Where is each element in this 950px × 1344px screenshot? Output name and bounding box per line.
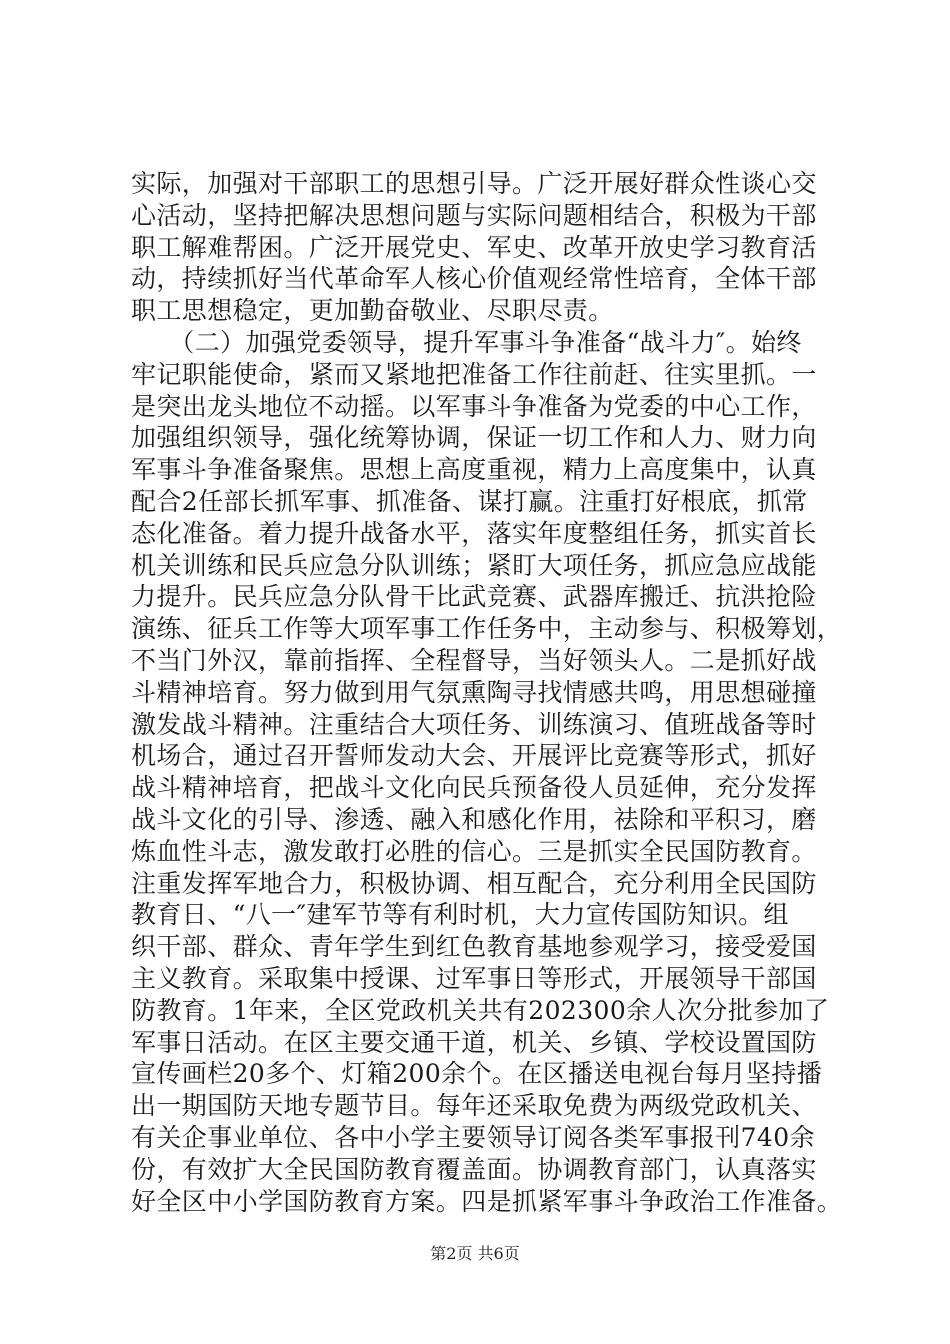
text-line: 职工思想稳定，更加勤奋敬业、尽职尽责。	[131, 296, 614, 326]
text-line: 宣传画栏20多个、灯箱200余个。在区播送电视台每月坚持播	[131, 1059, 823, 1089]
text-line: 不当门外汉，靠前指挥、全程督导，当好领头人。二是抓好战	[131, 645, 817, 675]
text-line: 份，有效扩大全民国防教育覆盖面。协调教育部门，认真落实	[131, 1154, 817, 1184]
text-line: 激发战斗精神。注重结合大项任务、训练演习、值班战备等时	[131, 709, 817, 739]
text-line: 教育日、“八一″建军节等有利时机，大力宣传国防知识。组	[131, 900, 789, 930]
text-line: 战斗精神培育，把战斗文化向民兵预备役人员延伸，充分发挥	[131, 773, 817, 803]
text-line: 机关训练和民兵应急分队训练；紧盯大项任务，抓应急应战能	[131, 550, 817, 580]
text-line: 好全区中小学国防教育方案。四是抓紧军事斗争政治工作准备。	[131, 1186, 843, 1216]
text-line: 心活动，坚持把解决思想问题与实际问题相结合，积极为干部	[131, 200, 817, 230]
text-line: 机场合，通过召开誓师发动大会、开展评比竞赛等形式，抓好	[131, 741, 817, 771]
text-line: 注重发挥军地合力，积极协调、相互配合，充分利用全民国防	[131, 868, 817, 898]
text-line: （二）加强党委领导，提升军事斗争准备“战斗力″。始终	[131, 327, 802, 357]
page-number-footer: 第2页 共6页	[430, 1244, 520, 1263]
text-line: 态化准备。着力提升战备水平，落实年度整组任务，抓实首长	[131, 518, 817, 548]
text-line: 力提升。民兵应急分队骨干比武竞赛、武器库搬迁、抗洪抢险	[131, 582, 817, 612]
text-line: 织干部、群众、青年学生到红色教育基地参观学习，接受爱国	[131, 932, 817, 962]
text-line: 加强组织领导，强化统筹协调，保证一切工作和人力、财力向	[131, 423, 817, 453]
text-line: 军事斗争准备聚焦。思想上高度重视，精力上高度集中，认真	[131, 455, 817, 485]
text-line: 动，持续抓好当代革命军人核心价值观经常性培育，全体干部	[131, 264, 817, 294]
text-line: 炼血性斗志，激发敢打必胜的信心。三是抓实全民国防教育。	[131, 836, 817, 866]
text-line: 主义教育。采取集中授课、过军事日等形式，开展领导干部国	[131, 963, 817, 993]
text-line: 实际，加强对干部职工的思想引导。广泛开展好群众性谈心交	[131, 169, 817, 198]
text-line: 战斗文化的引导、渗透、融入和感化作用，祛除和平积习，磨	[131, 804, 817, 834]
text-line: 职工解难帮困。广泛开展党史、军史、改革开放史学习教育活	[131, 232, 817, 262]
document-body	[131, 168, 843, 1217]
text-line: 是突出龙头地位不动摇。以军事斗争准备为党委的中心工作，	[131, 391, 817, 421]
text-line: 斗精神培育。努力做到用气氛熏陶寻找情感共鸣，用思想碰撞	[131, 677, 817, 707]
text-line: 出一期国防天地专题节目。每年还采取免费为两级党政机关、	[131, 1091, 817, 1121]
text-line: 演练、征兵工作等大项军事工作任务中，主动参与、积极筹划，	[131, 614, 843, 644]
text-line: 配合2任部长抓军事、抓准备、谋打赢。注重打好根底，抓常	[131, 486, 808, 516]
text-line: 牢记职能使命，紧而又紧地把准备工作往前赶、往实里抓。一	[131, 359, 817, 389]
text-line: 防教育。1年来，全区党政机关共有202300余人次分批参加了	[131, 995, 830, 1025]
text-line: 军事日活动。在区主要交通干道，机关、乡镇、学校设置国防	[131, 1027, 817, 1057]
text-line: 有关企事业单位、各中小学主要领导订阅各类军事报刊740余	[131, 1122, 815, 1152]
